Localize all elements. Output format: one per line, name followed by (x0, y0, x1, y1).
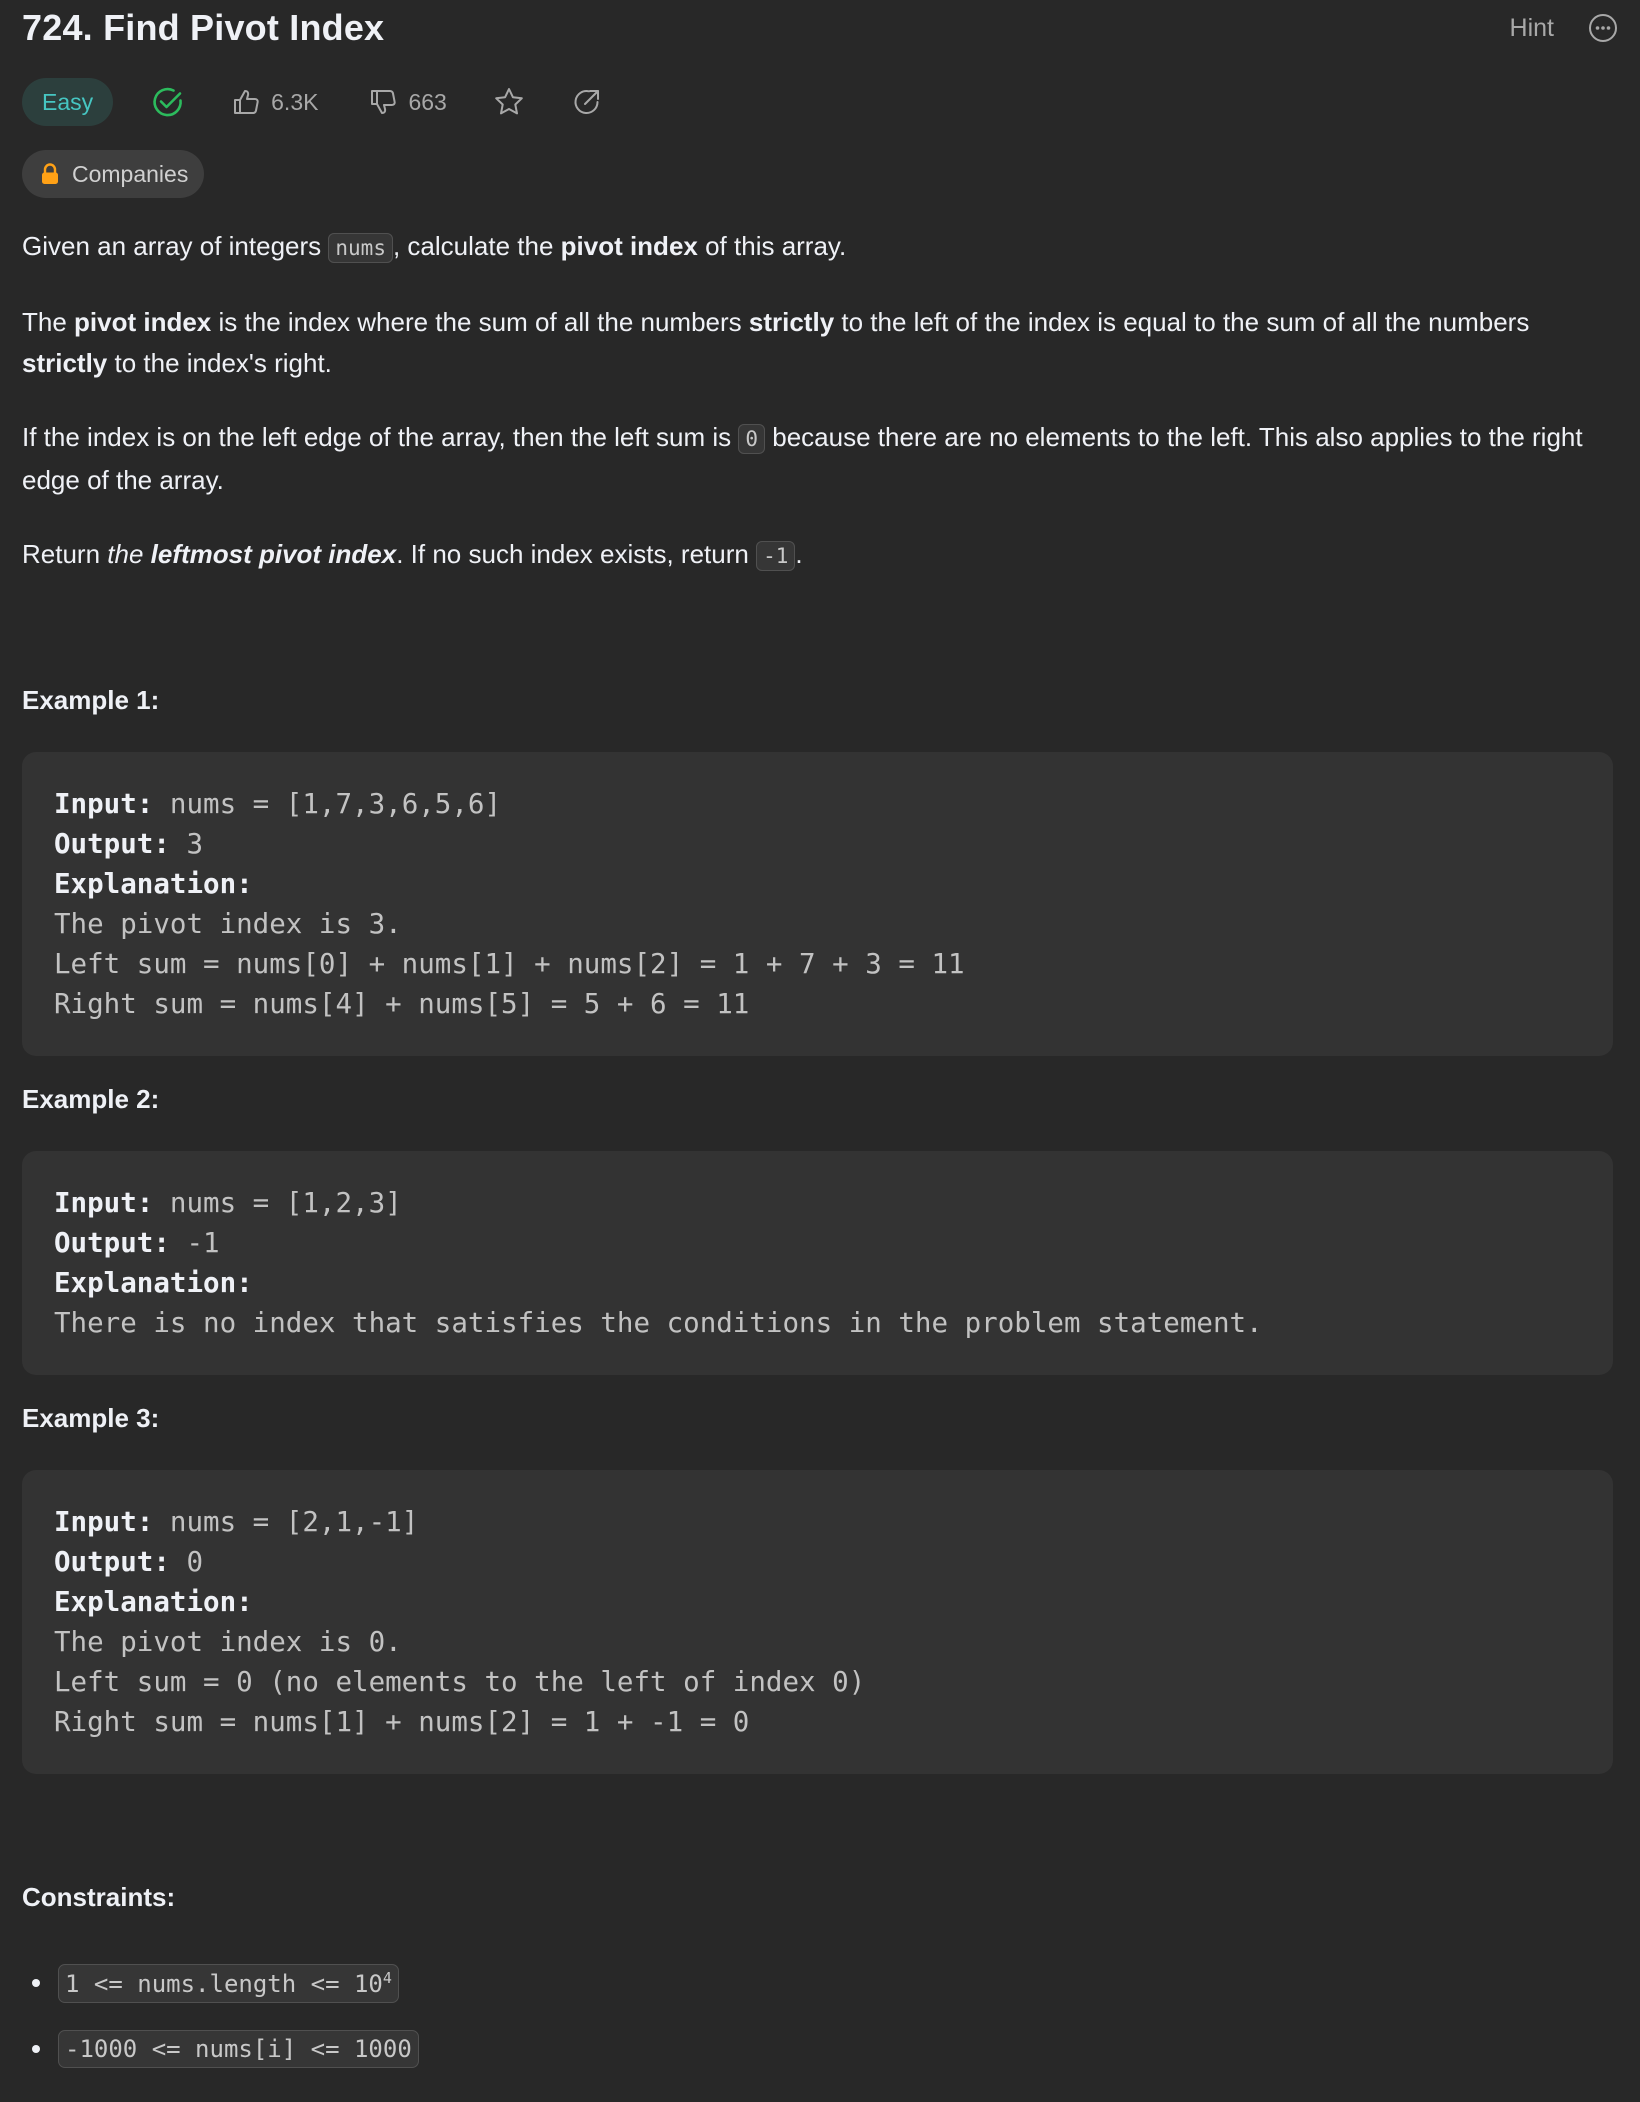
like-count: 6.3K (271, 88, 319, 115)
constraint-code (58, 1964, 399, 2003)
example-output (54, 1223, 1581, 1263)
share-icon (571, 86, 603, 118)
bold-text: strictly (748, 307, 835, 337)
text: to the index's right. (107, 348, 332, 378)
example-explanation-line: The pivot index is 3. (54, 908, 402, 940)
more-options-button[interactable] (1588, 13, 1618, 43)
more-icon (1588, 13, 1618, 43)
problem-content (22, 226, 1618, 2069)
inline-code: -1 (756, 541, 795, 571)
value: 0 (169, 1546, 204, 1578)
label: Output: (54, 1546, 170, 1578)
bold-italic-text: leftmost pivot index (150, 539, 397, 569)
text: of this array. (697, 231, 847, 261)
value: nums = [1,2,3] (153, 1187, 402, 1219)
example-explanation-line: Right sum = nums[1] + nums[2] = 1 + -1 = 0 (54, 1706, 750, 1738)
text: to the left of the index is equal to the sum of all the numbers (834, 307, 1530, 337)
example-2-box (22, 1151, 1613, 1375)
example-explanation-line: Right sum = nums[4] + nums[5] = 5 + 6 = 11 (54, 988, 750, 1020)
label: Input: (54, 1506, 154, 1538)
superscript: 4 (382, 1968, 392, 1987)
companies-chip[interactable] (22, 150, 204, 198)
bold-text: pivot index (74, 307, 212, 337)
example-input (54, 784, 1581, 824)
description-paragraph-1 (22, 226, 1618, 269)
text: The (22, 307, 75, 337)
hint-link[interactable]: Hint (1509, 13, 1554, 42)
share-button[interactable] (571, 86, 603, 118)
example-explanation-label: Explanation: (54, 1267, 253, 1299)
example-explanation-label: Explanation: (54, 868, 253, 900)
thumbs-down-icon (368, 87, 398, 117)
value: nums = [1,7,3,6,5,6] (153, 788, 502, 820)
constraint-item (22, 1963, 1618, 2003)
example-2-heading: Example 2: (22, 1084, 160, 1114)
like-button[interactable] (231, 87, 318, 117)
example-explanation-line: Left sum = nums[0] + nums[1] + nums[2] = 1 + 7 + 3 = 11 (54, 948, 965, 980)
dislike-button[interactable] (368, 87, 446, 117)
text: , calculate the (392, 231, 561, 261)
text: Return (22, 539, 108, 569)
description-paragraph-2 (22, 302, 1618, 384)
label: Input: (54, 788, 154, 820)
header-actions (1510, 13, 1618, 43)
problem-meta-row (22, 78, 603, 126)
dislike-count: 663 (408, 88, 447, 115)
problem-title[interactable]: 724. Find Pivot Index (22, 7, 385, 48)
lock-icon (40, 163, 60, 185)
bullet (32, 2045, 40, 2053)
text: Given an array of integers (22, 231, 329, 261)
example-output (54, 1542, 1581, 1582)
companies-row (22, 150, 204, 198)
description-paragraph-4 (22, 534, 1618, 577)
example-3-heading: Example 3: (22, 1403, 160, 1433)
constraints-heading: Constraints: (22, 1882, 176, 1912)
example-input (54, 1183, 1581, 1223)
text: If the index is on the left edge of the array, then the left sum is (22, 422, 739, 452)
value: nums = [2,1,-1] (153, 1506, 419, 1538)
description-paragraph-3 (22, 417, 1618, 501)
inline-code: nums (328, 233, 393, 263)
star-icon (493, 86, 525, 118)
solved-indicator (151, 85, 185, 119)
text: is the index where the sum of all the numbers (211, 307, 749, 337)
text: . (795, 539, 803, 569)
constraint-item (22, 2029, 1618, 2069)
constraints-list (22, 1963, 1618, 2069)
value: 3 (169, 828, 204, 860)
problem-header (22, 0, 1618, 56)
bold-text: strictly (22, 348, 108, 378)
example-explanation-line: The pivot index is 0. (54, 1626, 402, 1658)
example-input (54, 1502, 1581, 1542)
value: -1 (169, 1227, 220, 1259)
constraint-text: 1 <= nums.length <= 10 (65, 1969, 383, 1998)
example-explanation-line: Left sum = 0 (no elements to the left of index 0) (54, 1666, 866, 1698)
italic-text: the (107, 539, 151, 569)
companies-label: Companies (72, 160, 189, 187)
label: Input: (54, 1187, 154, 1219)
text: . If no such index exists, return (396, 539, 757, 569)
example-1-heading: Example 1: (22, 685, 160, 715)
check-circle-icon (151, 85, 185, 119)
favorite-button[interactable] (493, 86, 525, 118)
difficulty-badge: Easy (22, 78, 113, 126)
inline-code: 0 (738, 424, 765, 454)
label: Output: (54, 828, 170, 860)
thumbs-up-icon (231, 87, 261, 117)
example-explanation-label: Explanation: (54, 1586, 253, 1618)
example-explanation-line: There is no index that satisfies the conditions in the problem statement. (54, 1307, 1263, 1339)
bullet (32, 1979, 40, 1987)
example-output (54, 824, 1581, 864)
constraint-code: -1000 <= nums[i] <= 1000 (58, 2030, 419, 2068)
text: because there are no elements to the left. This also applies to the right edge of the array. (22, 422, 1583, 495)
label: Output: (54, 1227, 170, 1259)
example-3-box (22, 1470, 1613, 1774)
example-1-box (22, 752, 1613, 1056)
bold-text: pivot index (560, 231, 698, 261)
